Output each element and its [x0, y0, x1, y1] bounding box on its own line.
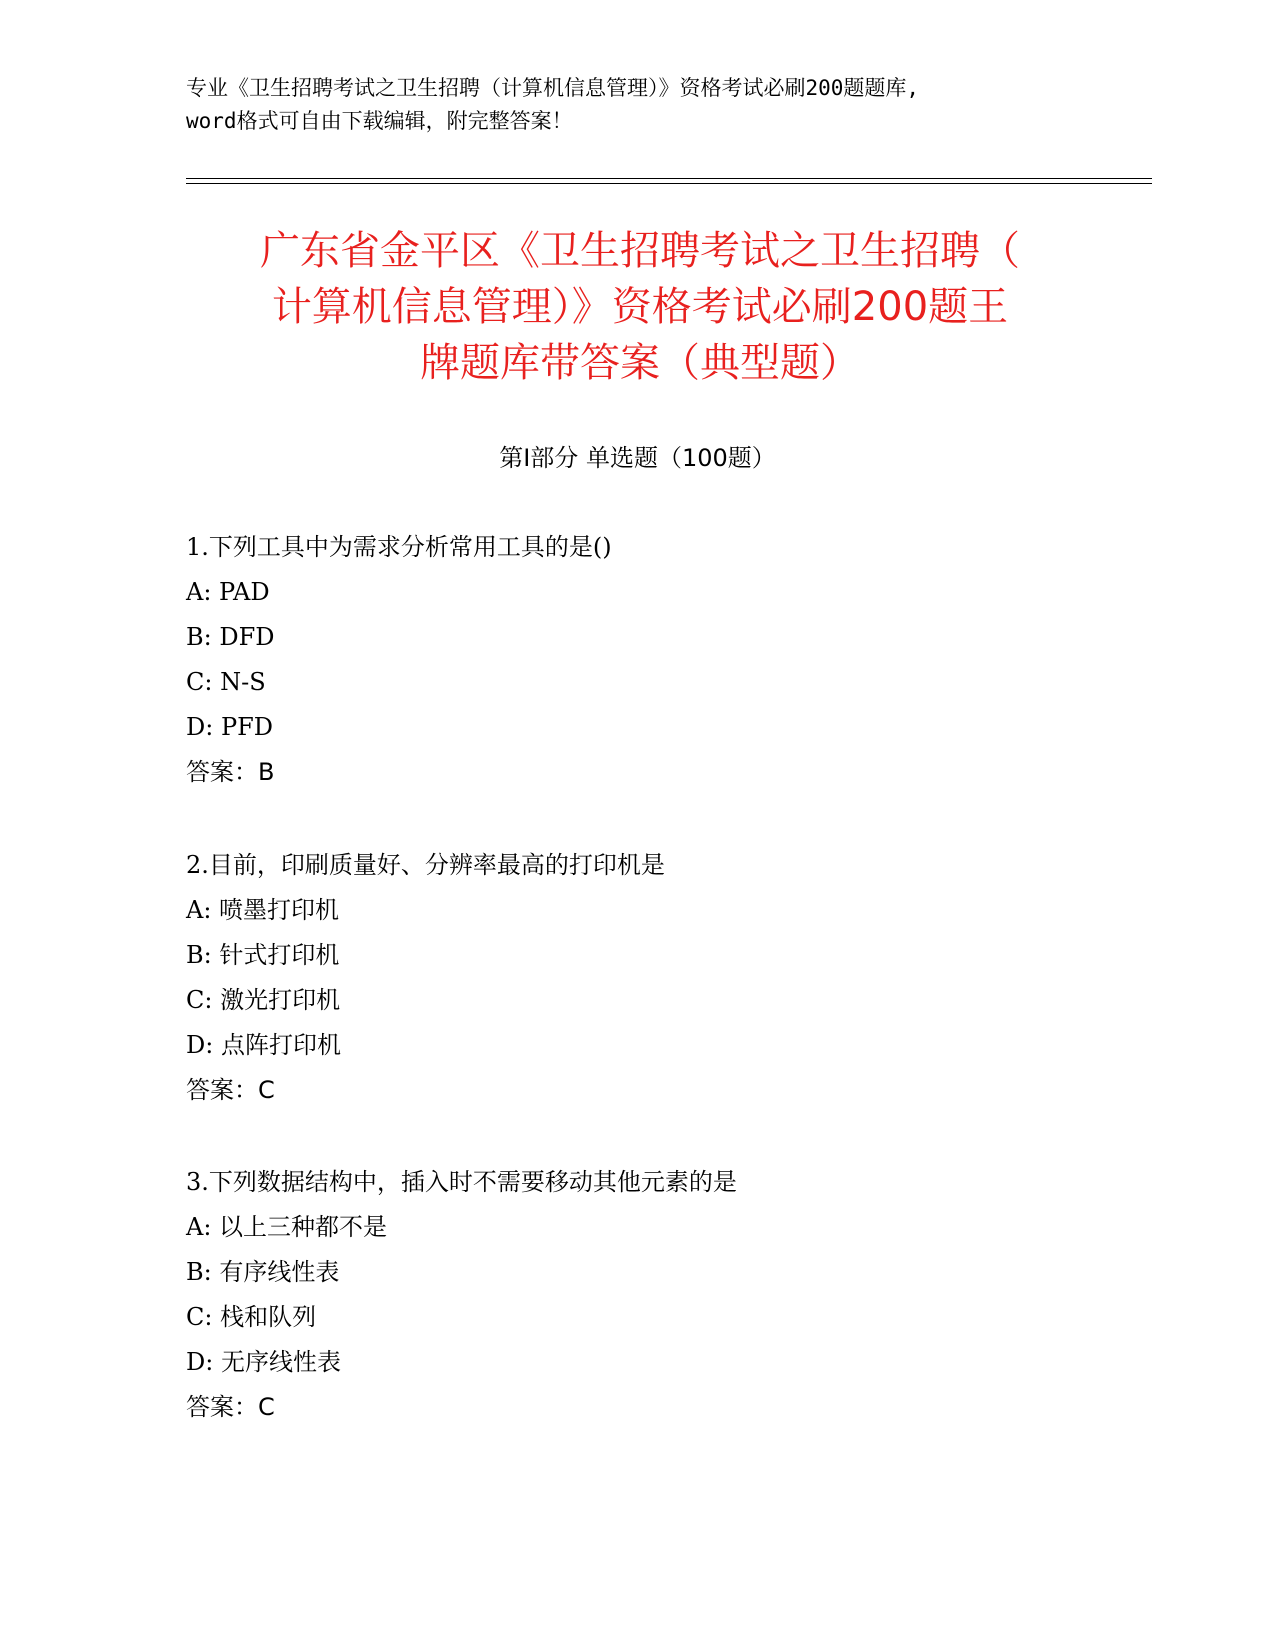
answer-line: 答案：B	[186, 758, 275, 786]
intro-line: 专业《卫生招聘考试之卫生招聘（计算机信息管理）》资格考试必刷200题题库,	[186, 76, 920, 100]
header-divider	[186, 183, 1152, 184]
option-c: C: 栈和队列	[186, 1303, 317, 1331]
question-stem: 3.下列数据结构中，插入时不需要移动其他元素的是	[186, 1168, 737, 1196]
option-a: A: PAD	[186, 578, 270, 606]
option-a: A: 以上三种都不是	[186, 1213, 388, 1241]
option-c: C: N-S	[186, 668, 266, 696]
answer-line: 答案：C	[186, 1076, 275, 1104]
section-heading: 第Ⅰ部分 单选题（100题）	[499, 444, 776, 472]
option-d: D: 点阵打印机	[186, 1031, 341, 1059]
intro-text	[186, 72, 1086, 138]
question-stem: 2.目前，印刷质量好、分辨率最高的打印机是	[186, 851, 665, 879]
header-divider	[186, 178, 1152, 179]
question-block	[186, 525, 1166, 795]
title-line: 广东省金平区《卫生招聘考试之卫生招聘（	[260, 228, 1020, 274]
question-stem: 1.下列工具中为需求分析常用工具的是()	[186, 533, 612, 561]
option-b: B: 有序线性表	[186, 1258, 340, 1286]
option-d: D: PFD	[186, 713, 273, 741]
option-d: D: 无序线性表	[186, 1348, 341, 1376]
title-line: 牌题库带答案（典型题）	[420, 340, 860, 386]
answer-line: 答案：C	[186, 1393, 275, 1421]
question-block	[186, 1160, 1166, 1430]
option-b: B: DFD	[186, 623, 275, 651]
option-a: A: 喷墨打印机	[186, 896, 340, 924]
title-line: 计算机信息管理）》资格考试必刷200题王	[271, 284, 1009, 330]
option-c: C: 激光打印机	[186, 986, 341, 1014]
intro-line: word格式可自由下载编辑，附完整答案！	[186, 109, 573, 133]
document-title	[180, 223, 1100, 391]
question-block	[186, 843, 1166, 1113]
option-b: B: 针式打印机	[186, 941, 340, 969]
